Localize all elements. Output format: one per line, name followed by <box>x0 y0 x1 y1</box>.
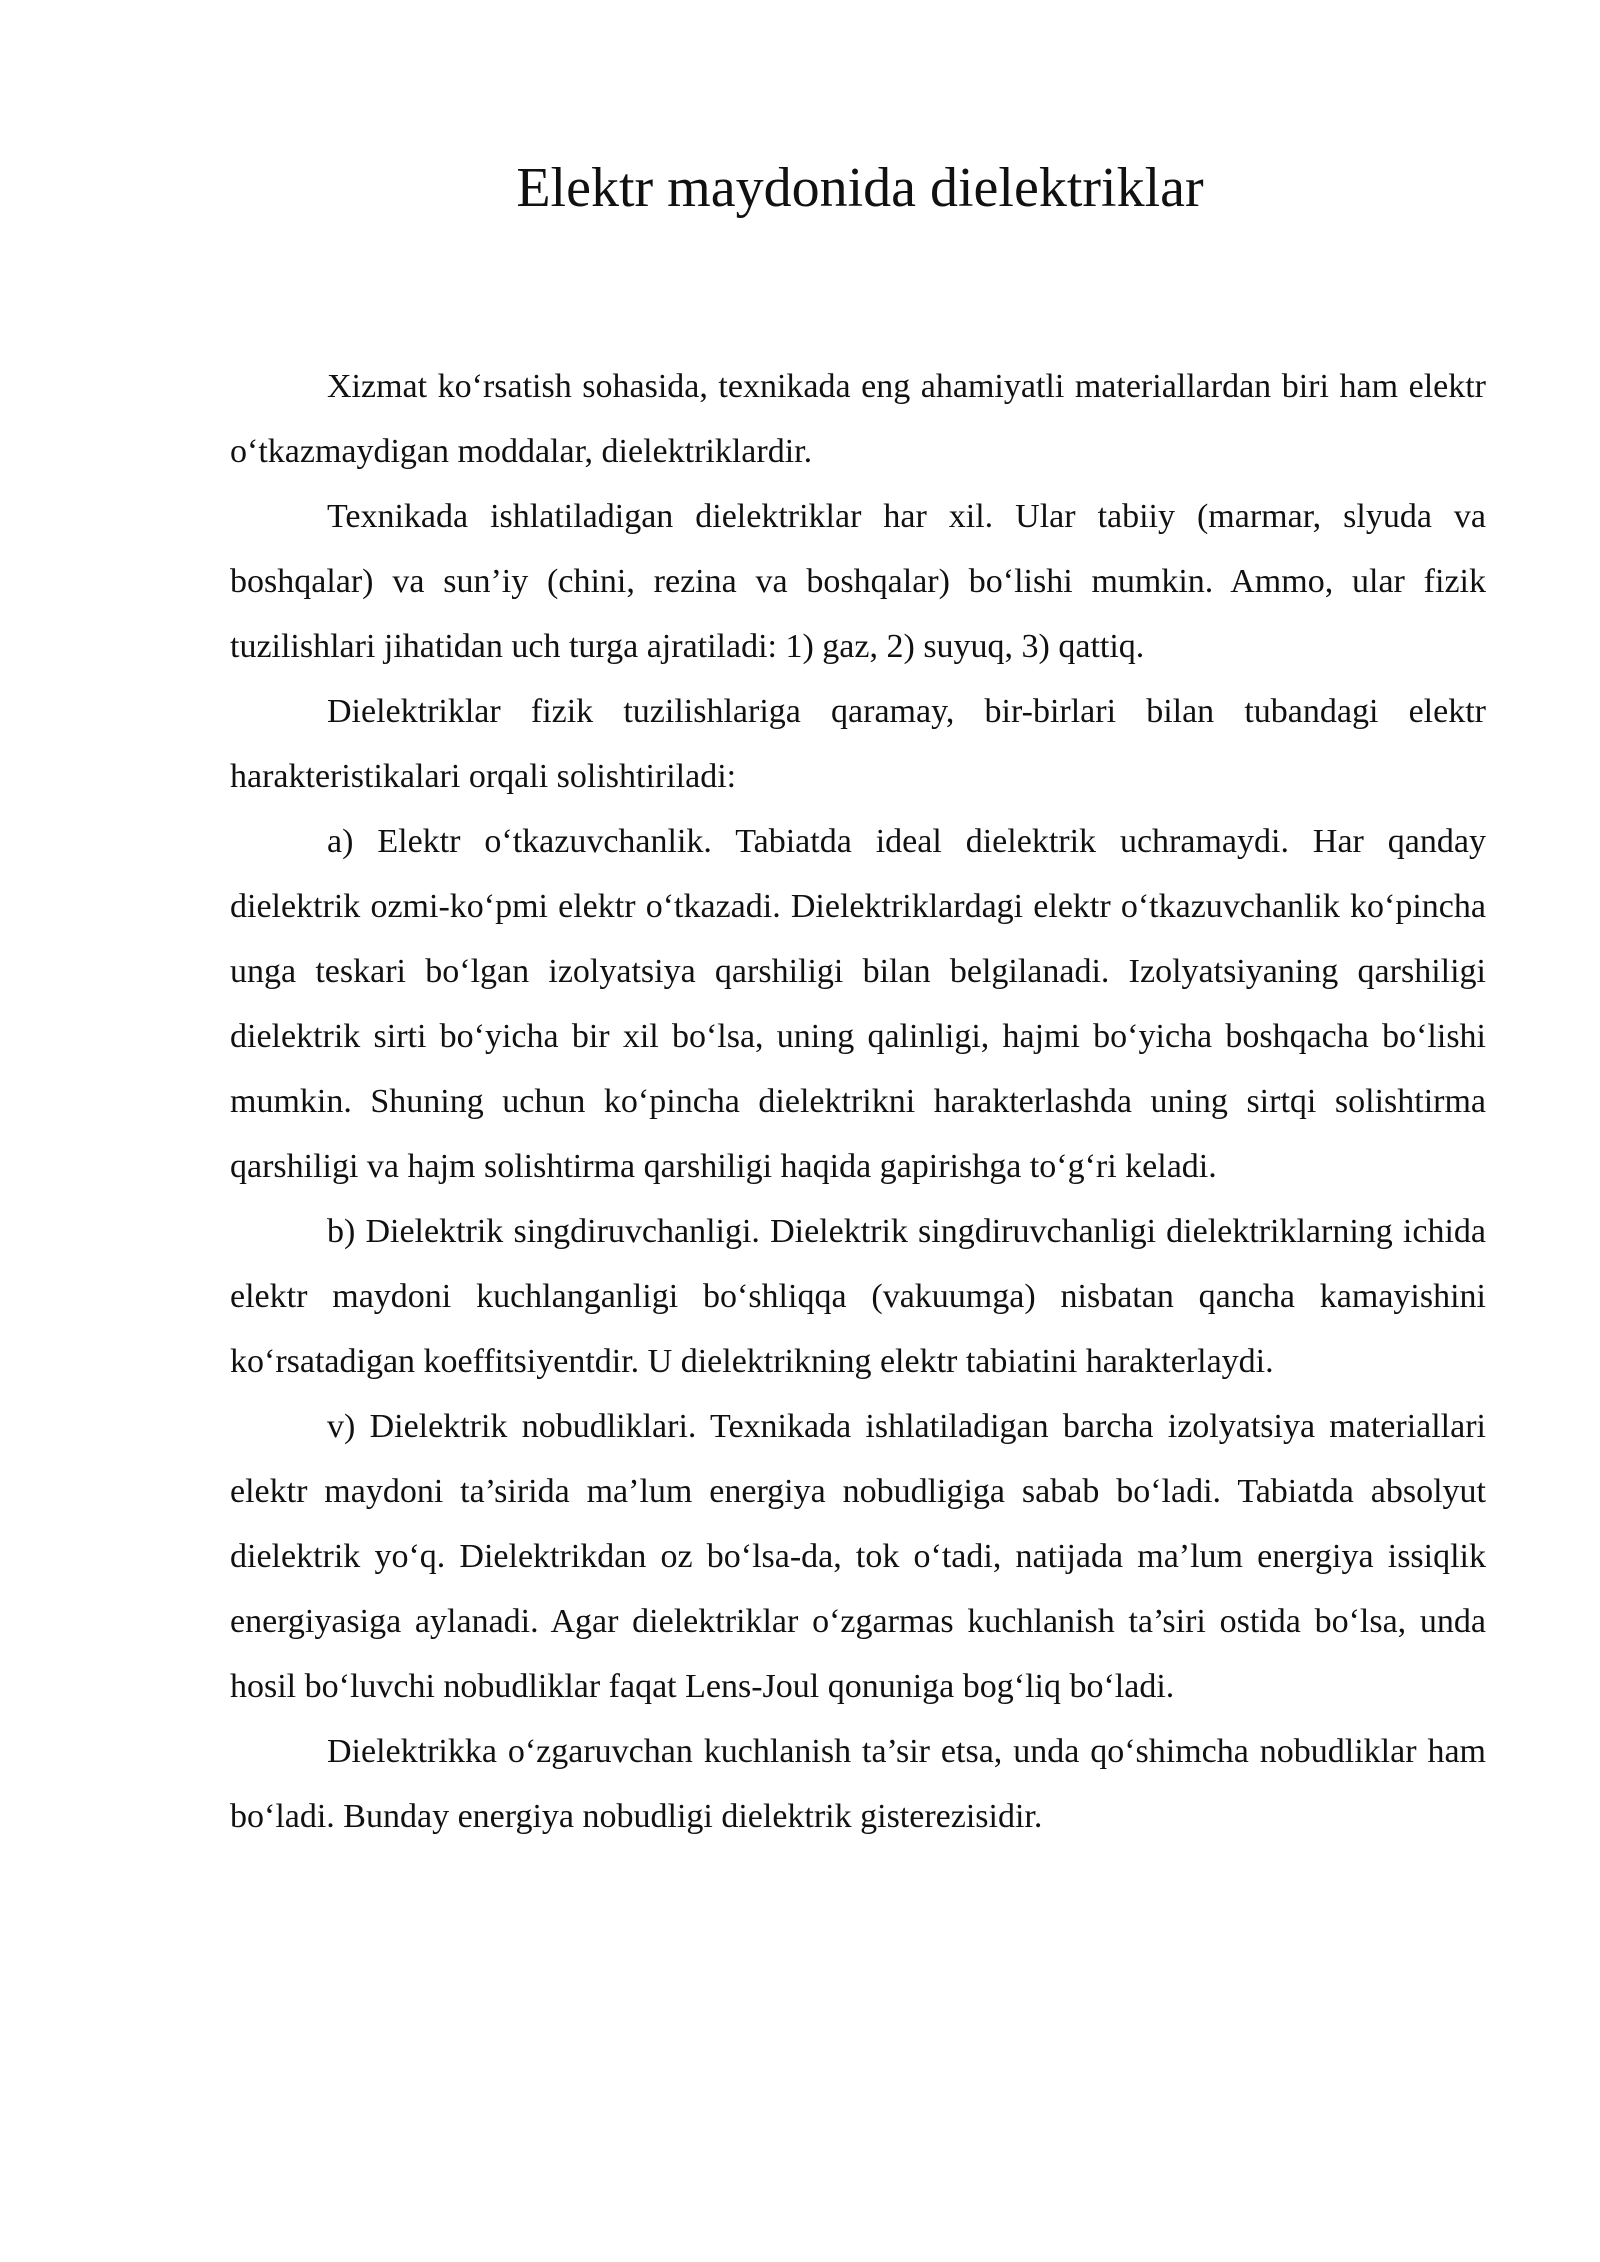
paragraph-conductivity: a) Elektr o‘tkazuvchanlik. Tabiatda ideal dielektrik uchramaydi. Har qanday dielektrik ozmi-ko‘pmi elektr o‘tkazadi. Dielektriklardagi elektr o‘tkazuvchanlik ko‘pincha unga teskari bo‘lgan izolyatsiya qarshiligi bilan belgilanadi. Izolyatsiyaning qarshiligi dielektrik sirti bo‘yicha bir xil bo‘lsa, uning qalinligi, hajmi bo‘yicha boshqacha bo‘lishi mumkin. Shuning uchun ko‘pincha dielektrikni harakterlashda uning sirtqi solishtirma qarshiligi va hajm solishtirma qarshiligi haqida gapirishga to‘g‘ri keladi. <box>230 823 1486 1185</box>
document-body <box>230 354 1486 1849</box>
paragraph-permittivity: b) Dielektrik singdiruvchanligi. Dielektrik singdiruvchanligi dielektriklarning ichida elektr maydoni kuchlanganligi bo‘shliqqa (vakuumga) nisbatan qancha kamayishini ko‘rsatadigan koeffitsiyentdir. U dielektrikning elektr tabiatini harakterlaydi. <box>230 1213 1486 1380</box>
paragraph-intro: Xizmat ko‘rsatish sohasida, texnikada eng ahamiyatli materiallardan biri ham elektr o‘tkazmaydigan moddalar, dielektriklardir. <box>230 368 1486 470</box>
page-title: Elektr maydonida dielektriklar <box>516 157 1204 219</box>
paragraph-hysteresis: Dielektrikka o‘zgaruvchan kuchlanish ta’sir etsa, unda qo‘shimcha nobudliklar ham bo‘ladi. Bunday energiya nobudligi dielektrik gisterezisidir. <box>230 1733 1486 1835</box>
paragraph-characteristics: Dielektriklar fizik tuzilishlariga qaramay, bir-birlari bilan tubandagi elektr harakteristikalari orqali solishtiriladi: <box>230 693 1486 795</box>
paragraph-losses: v) Dielektrik nobudliklari. Texnikada ishlatiladigan barcha izolyatsiya materiallari elektr maydoni ta’sirida ma’lum energiya nobudligiga sabab bo‘ladi. Tabiatda absolyut dielektrik yo‘q. Dielektrikdan oz bo‘lsa-da, tok o‘tadi, natijada ma’lum energiya issiqlik energiyasiga aylanadi. Agar dielektriklar o‘zgarmas kuchlanish ta’siri ostida bo‘lsa, unda hosil bo‘luvchi nobudliklar faqat Lens-Joul qonuniga bog‘liq bo‘ladi. <box>230 1408 1486 1705</box>
paragraph-types: Texnikada ishlatiladigan dielektriklar har xil. Ular tabiiy (marmar, slyuda va boshqalar) va sun’iy (chini, rezina va boshqalar) bo‘lishi mumkin. Ammo, ular fizik tuzilishlari jihatidan uch turga ajratiladi: 1) gaz, 2) suyuq, 3) qattiq. <box>230 498 1486 665</box>
